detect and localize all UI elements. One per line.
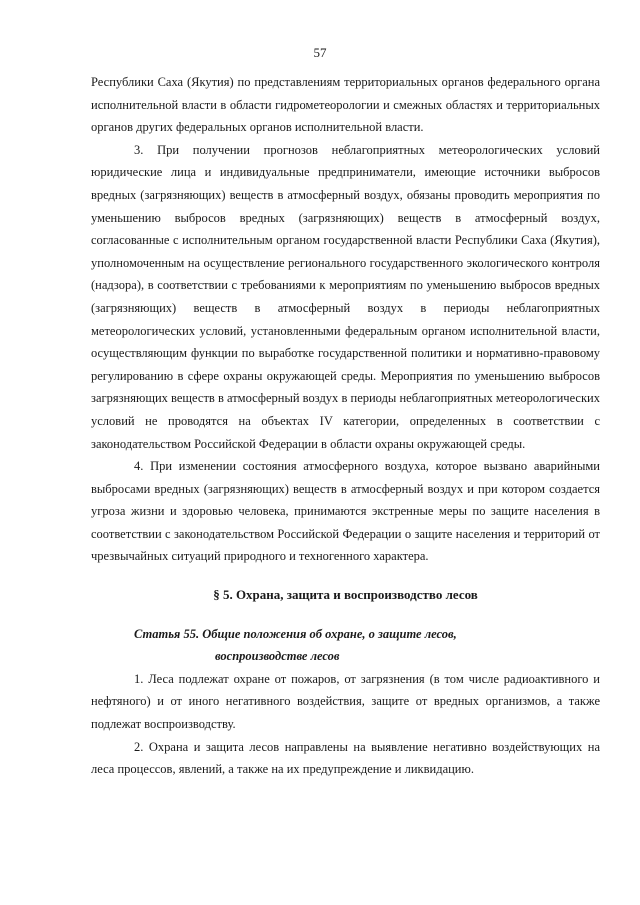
section-title: § 5. Охрана, защита и воспроизводство лесов	[213, 587, 478, 603]
article-title	[91, 623, 600, 668]
paragraph-item-4: 4. При изменении состояния атмосферного воздуха, которое вызвано аварийными выбросами вредных (загрязняющих) веществ в атмосферный воздух и при котором создается угроза жизни и здоровью человека, принимаются экстренные меры по защите населения в соответствии с законодательством Российской Федерации о защите населения и территорий от чрезвычайных ситуаций природного и техногенного характера.	[91, 459, 600, 564]
article-item-2: 2. Охрана и защита лесов направлены на выявление негативно воздействующих на леса процессов, явлений, а также на их предупреждение и ликвидацию.	[91, 739, 600, 777]
page-number: 57	[313, 45, 327, 60]
article-title-line-2: воспроизводстве лесов	[215, 649, 340, 664]
document-body	[91, 71, 600, 781]
article-item-1: 1. Леса подлежат охране от пожаров, от загрязнения (в том числе радиоактивного и нефтяного) и от иного негативного воздействия, защите от вредных организмов, а также подлежат воспроизводству.	[91, 671, 600, 732]
paragraph-item-3: 3. При получении прогнозов неблагоприятных метеорологических условий юридические лица и индивидуальные предприниматели, имеющие источники выбросов вредных (загрязняющих) веществ в атмосферный воздух, обязаны проводить мероприятия по уменьшению выбросов вредных (загрязняющих) веществ в атмосферный воздух, согласованные с исполнительным органом государственной власти Республики Саха (Якутия), уполномоченным на осуществление регионального государственного экологического контроля (надзора), в соответствии с требованиями к мероприятиям по уменьшению выбросов вредных (загрязняющих) веществ в атмосферный воздух в периоды неблагоприятных метеорологических условий, установленными федеральным органом исполнительной власти, осуществляющим функции по выработке государственной политики и нормативно-правовому регулированию в сфере охраны окружающей среды. Мероприятия по уменьшению выбросов загрязняющих веществ в атмосферный воздух в периоды неблагоприятных метеорологических условий не проводятся на объектах IV категории, определенных в соответствии с законодательством Российской Федерации в области охраны окружающей среды.	[91, 142, 600, 451]
article-title-line-1: Статья 55. Общие положения об охране, о защите лесов,	[134, 626, 457, 641]
paragraph-continuation: Республики Саха (Якутия) по представлениям территориальных органов федерального органа исполнительной власти в области гидрометеорологии и смежных областях и территориальных органов других федеральных органов исполнительной власти.	[91, 75, 600, 135]
